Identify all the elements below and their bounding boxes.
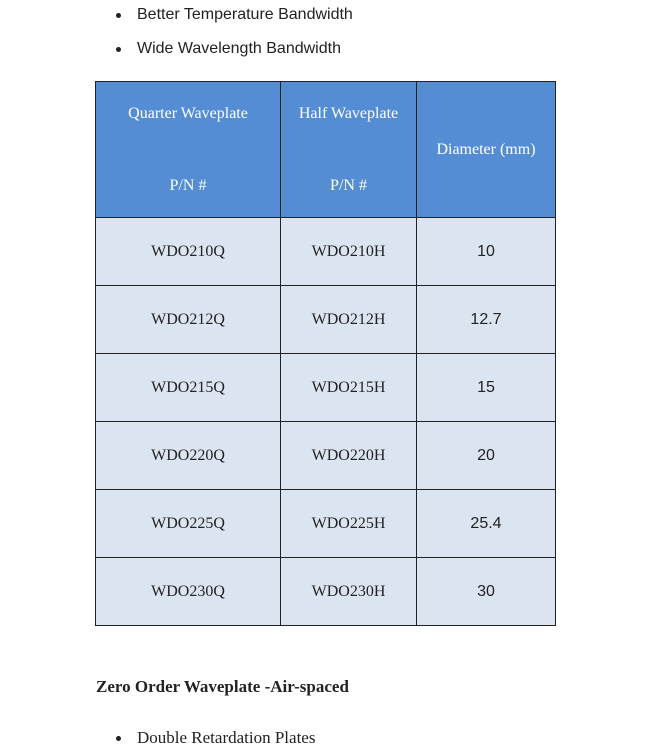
cell-quarter-pn: WDO212Q	[96, 286, 281, 354]
bullet-item-double-retardation	[116, 727, 315, 749]
section-heading: Zero Order Waveplate -Air-spaced	[96, 677, 349, 696]
bullet-dot-icon	[116, 47, 121, 52]
cell-half-pn: WDO230H	[281, 558, 417, 626]
header-diameter	[417, 82, 556, 218]
table-row	[96, 286, 556, 354]
table-header-row	[96, 82, 556, 218]
cell-quarter-pn: WDO220Q	[96, 422, 281, 490]
cell-quarter-pn: WDO215Q	[96, 354, 281, 422]
waveplate-spec-table	[95, 81, 556, 626]
bullet-dot-icon	[116, 13, 121, 18]
cell-diameter: 25.4	[417, 490, 556, 558]
cell-diameter: 15	[417, 354, 556, 422]
cell-half-pn: WDO210H	[281, 218, 417, 286]
cell-quarter-pn: WDO210Q	[96, 218, 281, 286]
cell-half-pn: WDO220H	[281, 422, 417, 490]
table-row	[96, 422, 556, 490]
bullet-item-wavelength-bandwidth	[116, 38, 341, 60]
cell-half-pn: WDO225H	[281, 490, 417, 558]
header-quarter-pn: P/N #	[169, 176, 207, 194]
cell-diameter: 30	[417, 558, 556, 626]
bullet-dot-icon	[116, 736, 121, 741]
bullet-text: Wide Wavelength Bandwidth	[137, 40, 341, 57]
header-quarter-waveplate	[96, 82, 281, 218]
table-row	[96, 558, 556, 626]
cell-half-pn: WDO215H	[281, 354, 417, 422]
table-row	[96, 354, 556, 422]
header-quarter-title: Quarter Waveplate	[128, 104, 248, 122]
table-row	[96, 218, 556, 286]
cell-quarter-pn: WDO230Q	[96, 558, 281, 626]
header-diameter-label: Diameter (mm)	[436, 140, 536, 158]
bullet-item-temperature-bandwidth	[116, 4, 353, 26]
header-half-waveplate	[281, 82, 417, 218]
table-row	[96, 490, 556, 558]
bullet-text: Better Temperature Bandwidth	[137, 6, 353, 23]
header-half-title: Half Waveplate	[298, 104, 399, 122]
header-half-pn: P/N #	[330, 176, 367, 194]
cell-half-pn: WDO212H	[281, 286, 417, 354]
cell-diameter: 20	[417, 422, 556, 490]
cell-quarter-pn: WDO225Q	[96, 490, 281, 558]
bullet-text: Double Retardation Plates	[137, 728, 316, 747]
cell-diameter: 12.7	[417, 286, 556, 354]
cell-diameter: 10	[417, 218, 556, 286]
